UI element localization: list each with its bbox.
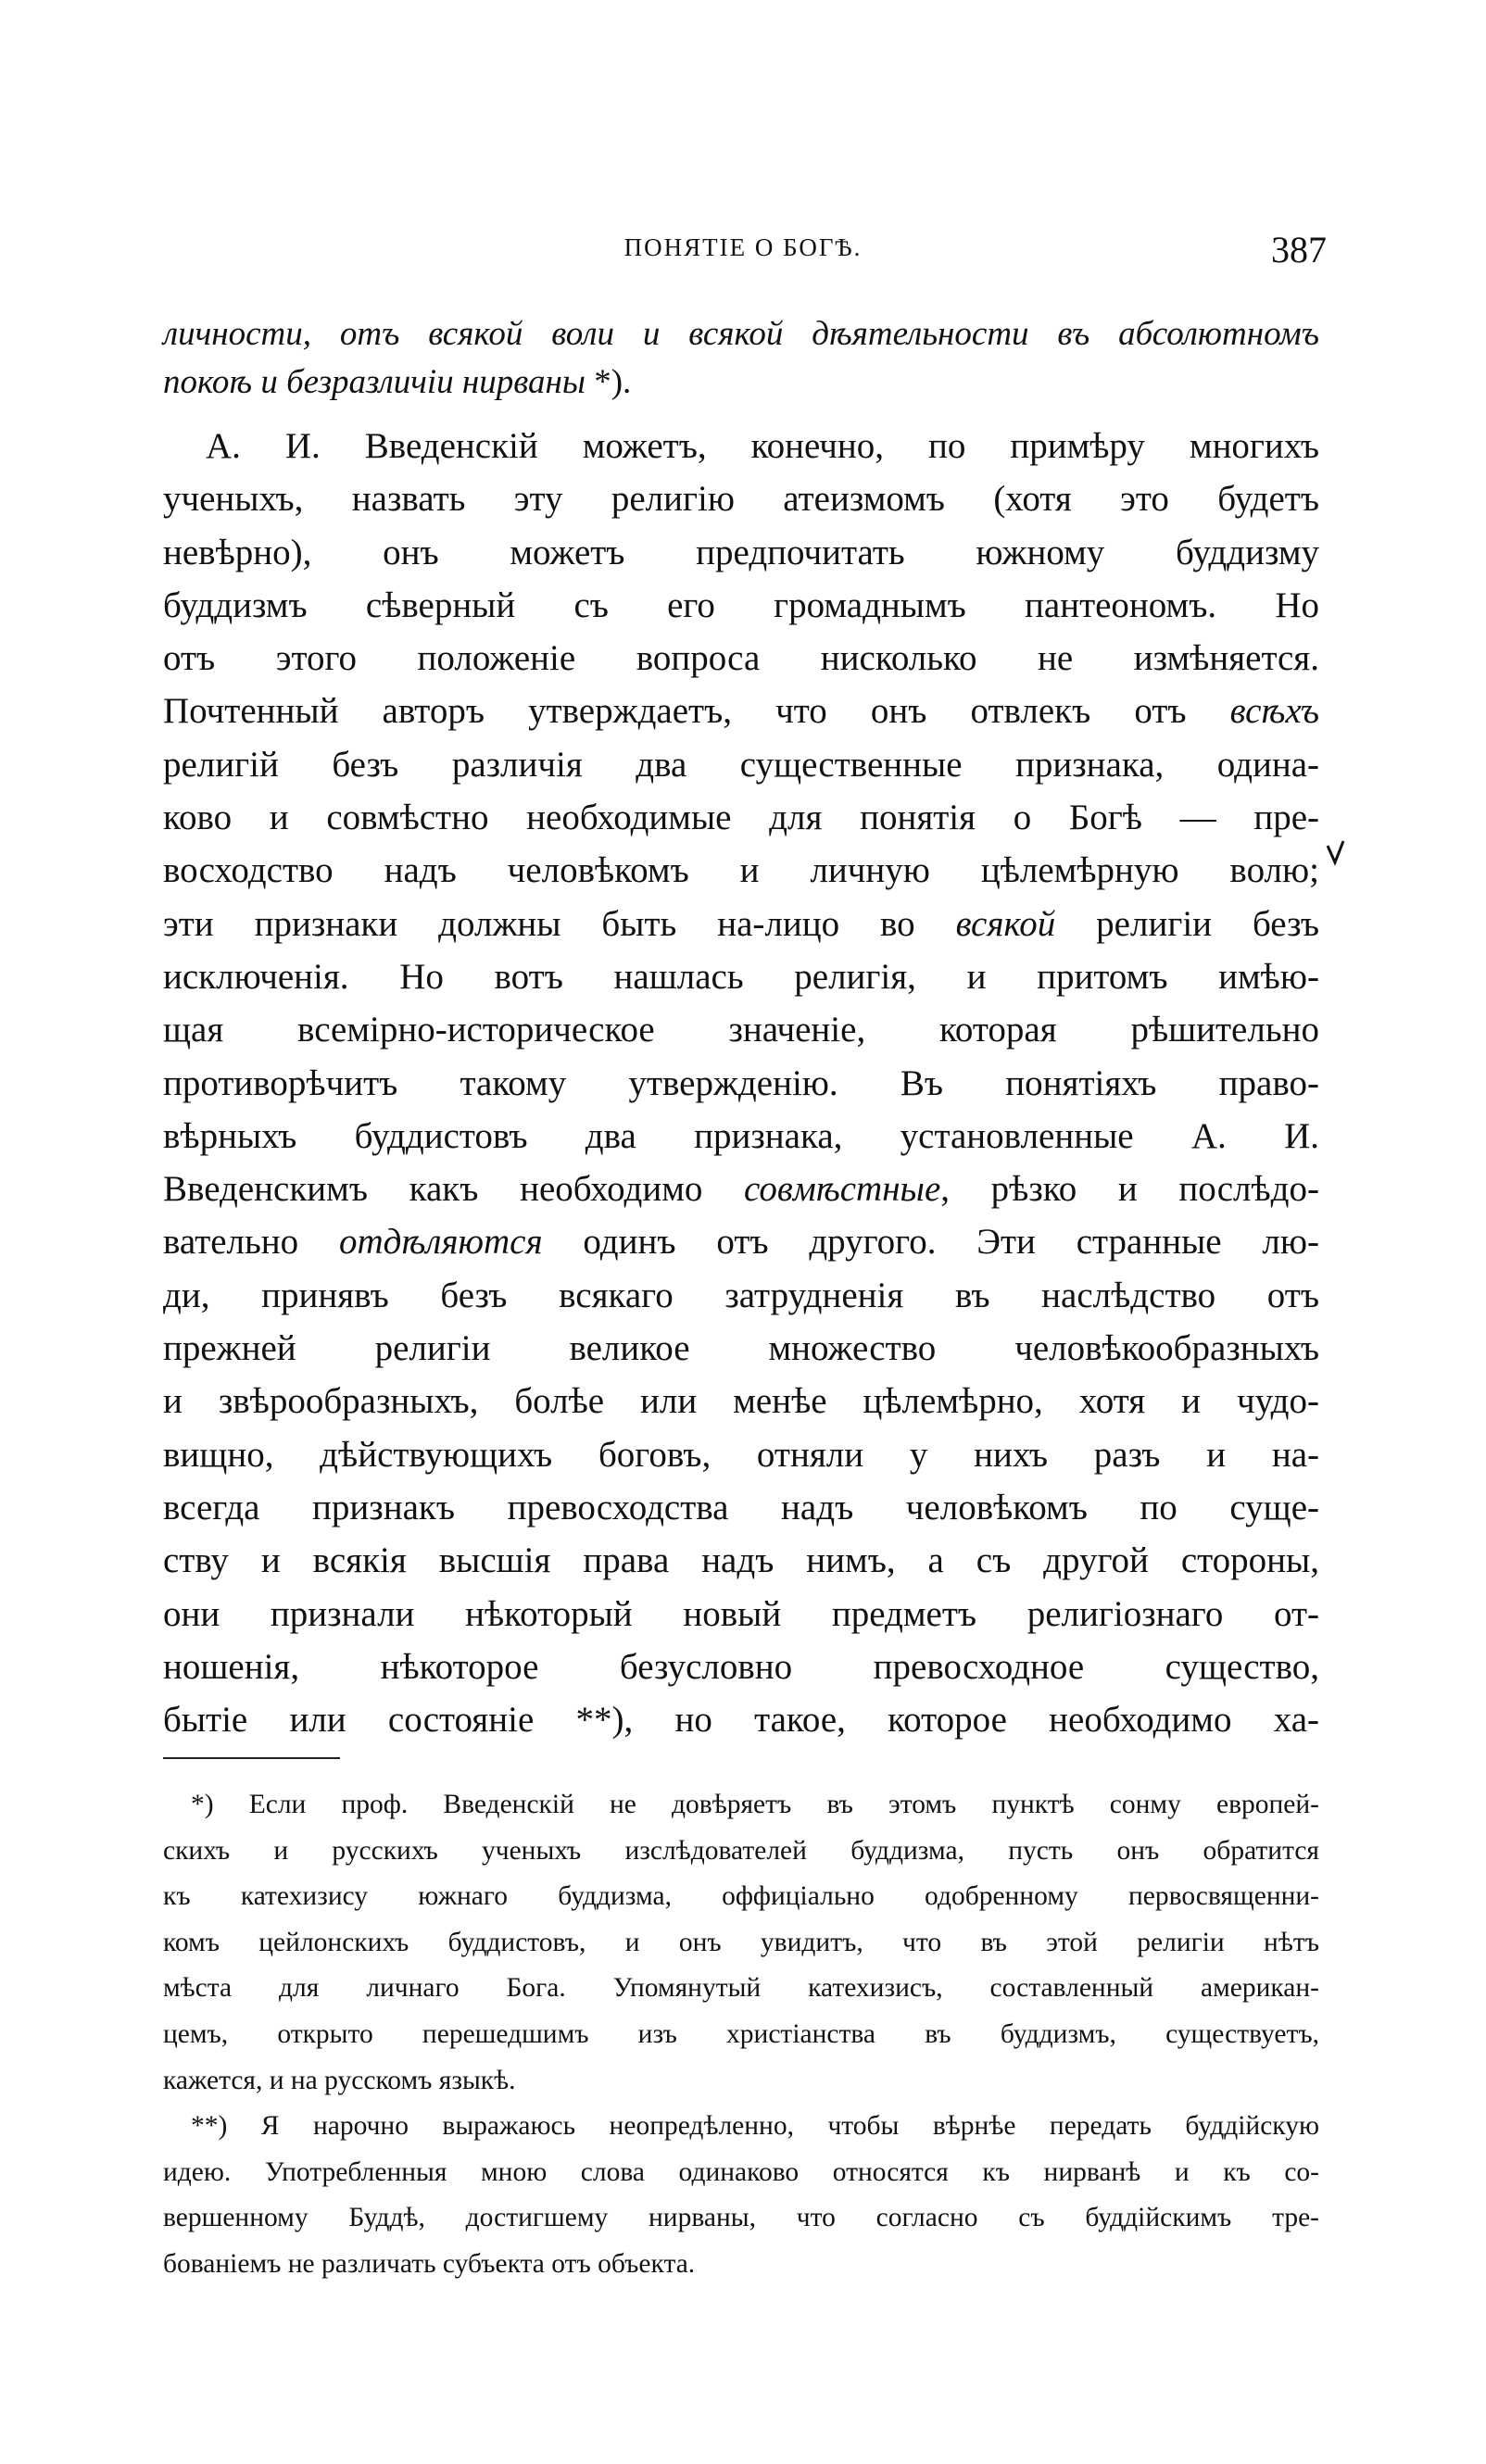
text-line: [163, 1588, 1319, 1641]
text-segment: ково и совмѣстно необходимые для понятія о Богѣ — пре-: [163, 798, 1319, 838]
text-segment: вѣрныхъ буддистовъ два признака, установленные А. И.: [163, 1115, 1319, 1156]
text-segment: вищно, дѣйствующихъ боговъ, отняли у нихъ разъ и на-: [163, 1434, 1319, 1475]
text-segment: Почтенный авторъ утверждаетъ, что онъ отвлекъ отъ: [163, 691, 1230, 732]
italic-text: всѣхъ: [1229, 691, 1319, 732]
text-segment: они признали нѣкоторый новый предметъ религіознаго от-: [163, 1593, 1319, 1634]
text-segment: цемъ, открыто перешедшимъ изъ христіанства въ буддизмъ, существуетъ,: [163, 2018, 1319, 2049]
text-line: [163, 2242, 1319, 2288]
italic-text: покоѣ и безразличіи нирваны: [163, 363, 586, 401]
text-segment: восходство надъ человѣкомъ и личную цѣлемѣрную волю;: [163, 850, 1319, 891]
footnote-divider: [163, 1757, 340, 1759]
text-line: [163, 791, 1319, 844]
text-line: [163, 2012, 1319, 2058]
text-segment: **) Я нарочно выражаюсь неопредѣленно, чтобы вѣрнѣе передать буддійскую: [191, 2111, 1319, 2142]
text-segment: щая всемірно-историческое значеніе, которая рѣшительно: [163, 1010, 1319, 1050]
text-segment: отъ этого положеніе вопроса нисколько не измѣняется.: [163, 638, 1319, 679]
text-line: [163, 1375, 1319, 1427]
text-line: [163, 358, 1319, 407]
text-segment: *).: [585, 363, 632, 401]
text-segment: вершенному Буддѣ, достигшему нирваны, что согласно съ буддійскимъ тре-: [163, 2203, 1319, 2233]
italic-text: отдѣляются: [338, 1222, 543, 1263]
text-segment: религій безъ различія два существенные признака, одина-: [163, 744, 1319, 785]
text-segment: бованіемъ не различать субъекта отъ объекта.: [163, 2248, 696, 2279]
text-line: [163, 1920, 1319, 1967]
text-line: [163, 579, 1319, 632]
running-header: ПОНЯТІЕ О БОГѢ.: [623, 233, 863, 261]
text-line: [163, 1110, 1319, 1163]
text-segment: эти признаки должны быть на-лицо во: [163, 903, 956, 944]
text-line: [163, 2058, 1319, 2105]
text-line: [163, 2150, 1319, 2196]
text-segment: мѣста для личнаго Бога. Упомянутый катехизисъ, составленный американ-: [163, 1973, 1319, 2004]
text-line: [163, 1534, 1319, 1587]
text-segment: религіи безъ: [1055, 903, 1319, 944]
text-segment: всегда признакъ превосходства надъ человѣкомъ по суще-: [163, 1487, 1319, 1527]
text-line: [163, 1641, 1319, 1693]
page-number: 387: [1271, 229, 1327, 270]
text-segment: А. И. Введенскій можетъ, конечно, по примѣру многихъ: [206, 426, 1319, 466]
text-segment: прежней религіи великое множество человѣкообразныхъ: [163, 1328, 1319, 1369]
text-segment: ношенія, нѣкоторое безусловно превосходное существо,: [163, 1646, 1319, 1687]
italic-text: всякой: [955, 903, 1056, 944]
text-line: [163, 472, 1319, 525]
text-segment: невѣрно), онъ можетъ предпочитать южному буддизму: [163, 532, 1319, 572]
text-line: [163, 1782, 1319, 1829]
text-segment: комъ цейлонскихъ буддистовъ, и онъ увидитъ, что въ этой религіи нѣтъ: [163, 1927, 1319, 1957]
text-line: [163, 1874, 1319, 1920]
text-segment: идею. Употребленныя мною слова одинаково относятся къ нирванѣ и къ со-: [163, 2156, 1319, 2187]
text-segment: кажется, и на русскомъ языкѣ.: [163, 2065, 516, 2095]
main-paragraph: [163, 420, 1319, 1746]
text-line: [163, 898, 1319, 950]
text-line: [163, 2195, 1319, 2242]
text-line: [163, 420, 1319, 472]
text-segment: ству и всякія высшія права надъ нимъ, а съ другой стороны,: [163, 1540, 1319, 1581]
text-line: [163, 1322, 1319, 1375]
text-segment: и звѣрообразныхъ, болѣе или менѣе цѣлемѣрно, хотя и чудо-: [163, 1381, 1319, 1422]
text-line: [163, 1003, 1319, 1056]
text-line: [163, 526, 1319, 579]
text-segment: ди, принявъ безъ всякаго затрудненія въ наслѣдство отъ: [163, 1275, 1319, 1315]
text-segment: исключенія. Но вотъ нашлась религія, и притомъ имѣю-: [163, 956, 1319, 997]
text-segment: вательно: [163, 1222, 339, 1263]
text-segment: , рѣзко и послѣдо-: [940, 1169, 1319, 1210]
text-line: [163, 1163, 1319, 1215]
text-line: [163, 1693, 1319, 1746]
text-segment: противорѣчитъ такому утвержденію. Въ понятіяхъ право-: [163, 1062, 1319, 1103]
text-segment: Введенскимъ какъ необходимо: [163, 1169, 745, 1210]
text-line: [163, 1481, 1319, 1534]
text-line: [163, 950, 1319, 1003]
text-line: [163, 844, 1319, 897]
text-line: [163, 310, 1319, 358]
text-segment: бытіе или состояніе **), но такое, которое необходимо ха-: [163, 1700, 1319, 1741]
text-line: [163, 1057, 1319, 1110]
text-segment: ученыхъ, назвать эту религію атеизмомъ (хотя это будетъ: [163, 479, 1319, 520]
text-line: [163, 1215, 1319, 1268]
text-segment: къ катехизису южнаго буддизма, оффиціально одобренному первосвященни-: [163, 1881, 1319, 1912]
italic-text: совмѣстные: [744, 1169, 941, 1210]
text-line: [163, 632, 1319, 685]
text-line: [163, 1428, 1319, 1481]
text-line: [163, 738, 1319, 791]
margin-check-mark-icon: [1325, 838, 1347, 866]
text-line: [163, 1829, 1319, 1875]
footnotes: [163, 1782, 1319, 2288]
text-line: [163, 685, 1319, 737]
text-segment: одинъ отъ другого. Эти странные лю-: [542, 1222, 1319, 1263]
text-segment: скихъ и русскихъ ученыхъ изслѣдователей буддизма, пусть онъ обратится: [163, 1835, 1319, 1866]
text-segment: буддизмъ сѣверный съ его громаднымъ пантеономъ. Но: [163, 585, 1319, 625]
text-segment: *) Если проф. Введенскій не довѣряетъ въ этомъ пунктѣ сонму европей-: [191, 1790, 1319, 1819]
text-line: [163, 1966, 1319, 2012]
text-line: [163, 1269, 1319, 1322]
italic-text: личности, отъ всякой воли и всякой дѣятельности въ абсолютномъ: [163, 315, 1319, 353]
text-line: [163, 2104, 1319, 2150]
intro-text: [163, 310, 1319, 407]
